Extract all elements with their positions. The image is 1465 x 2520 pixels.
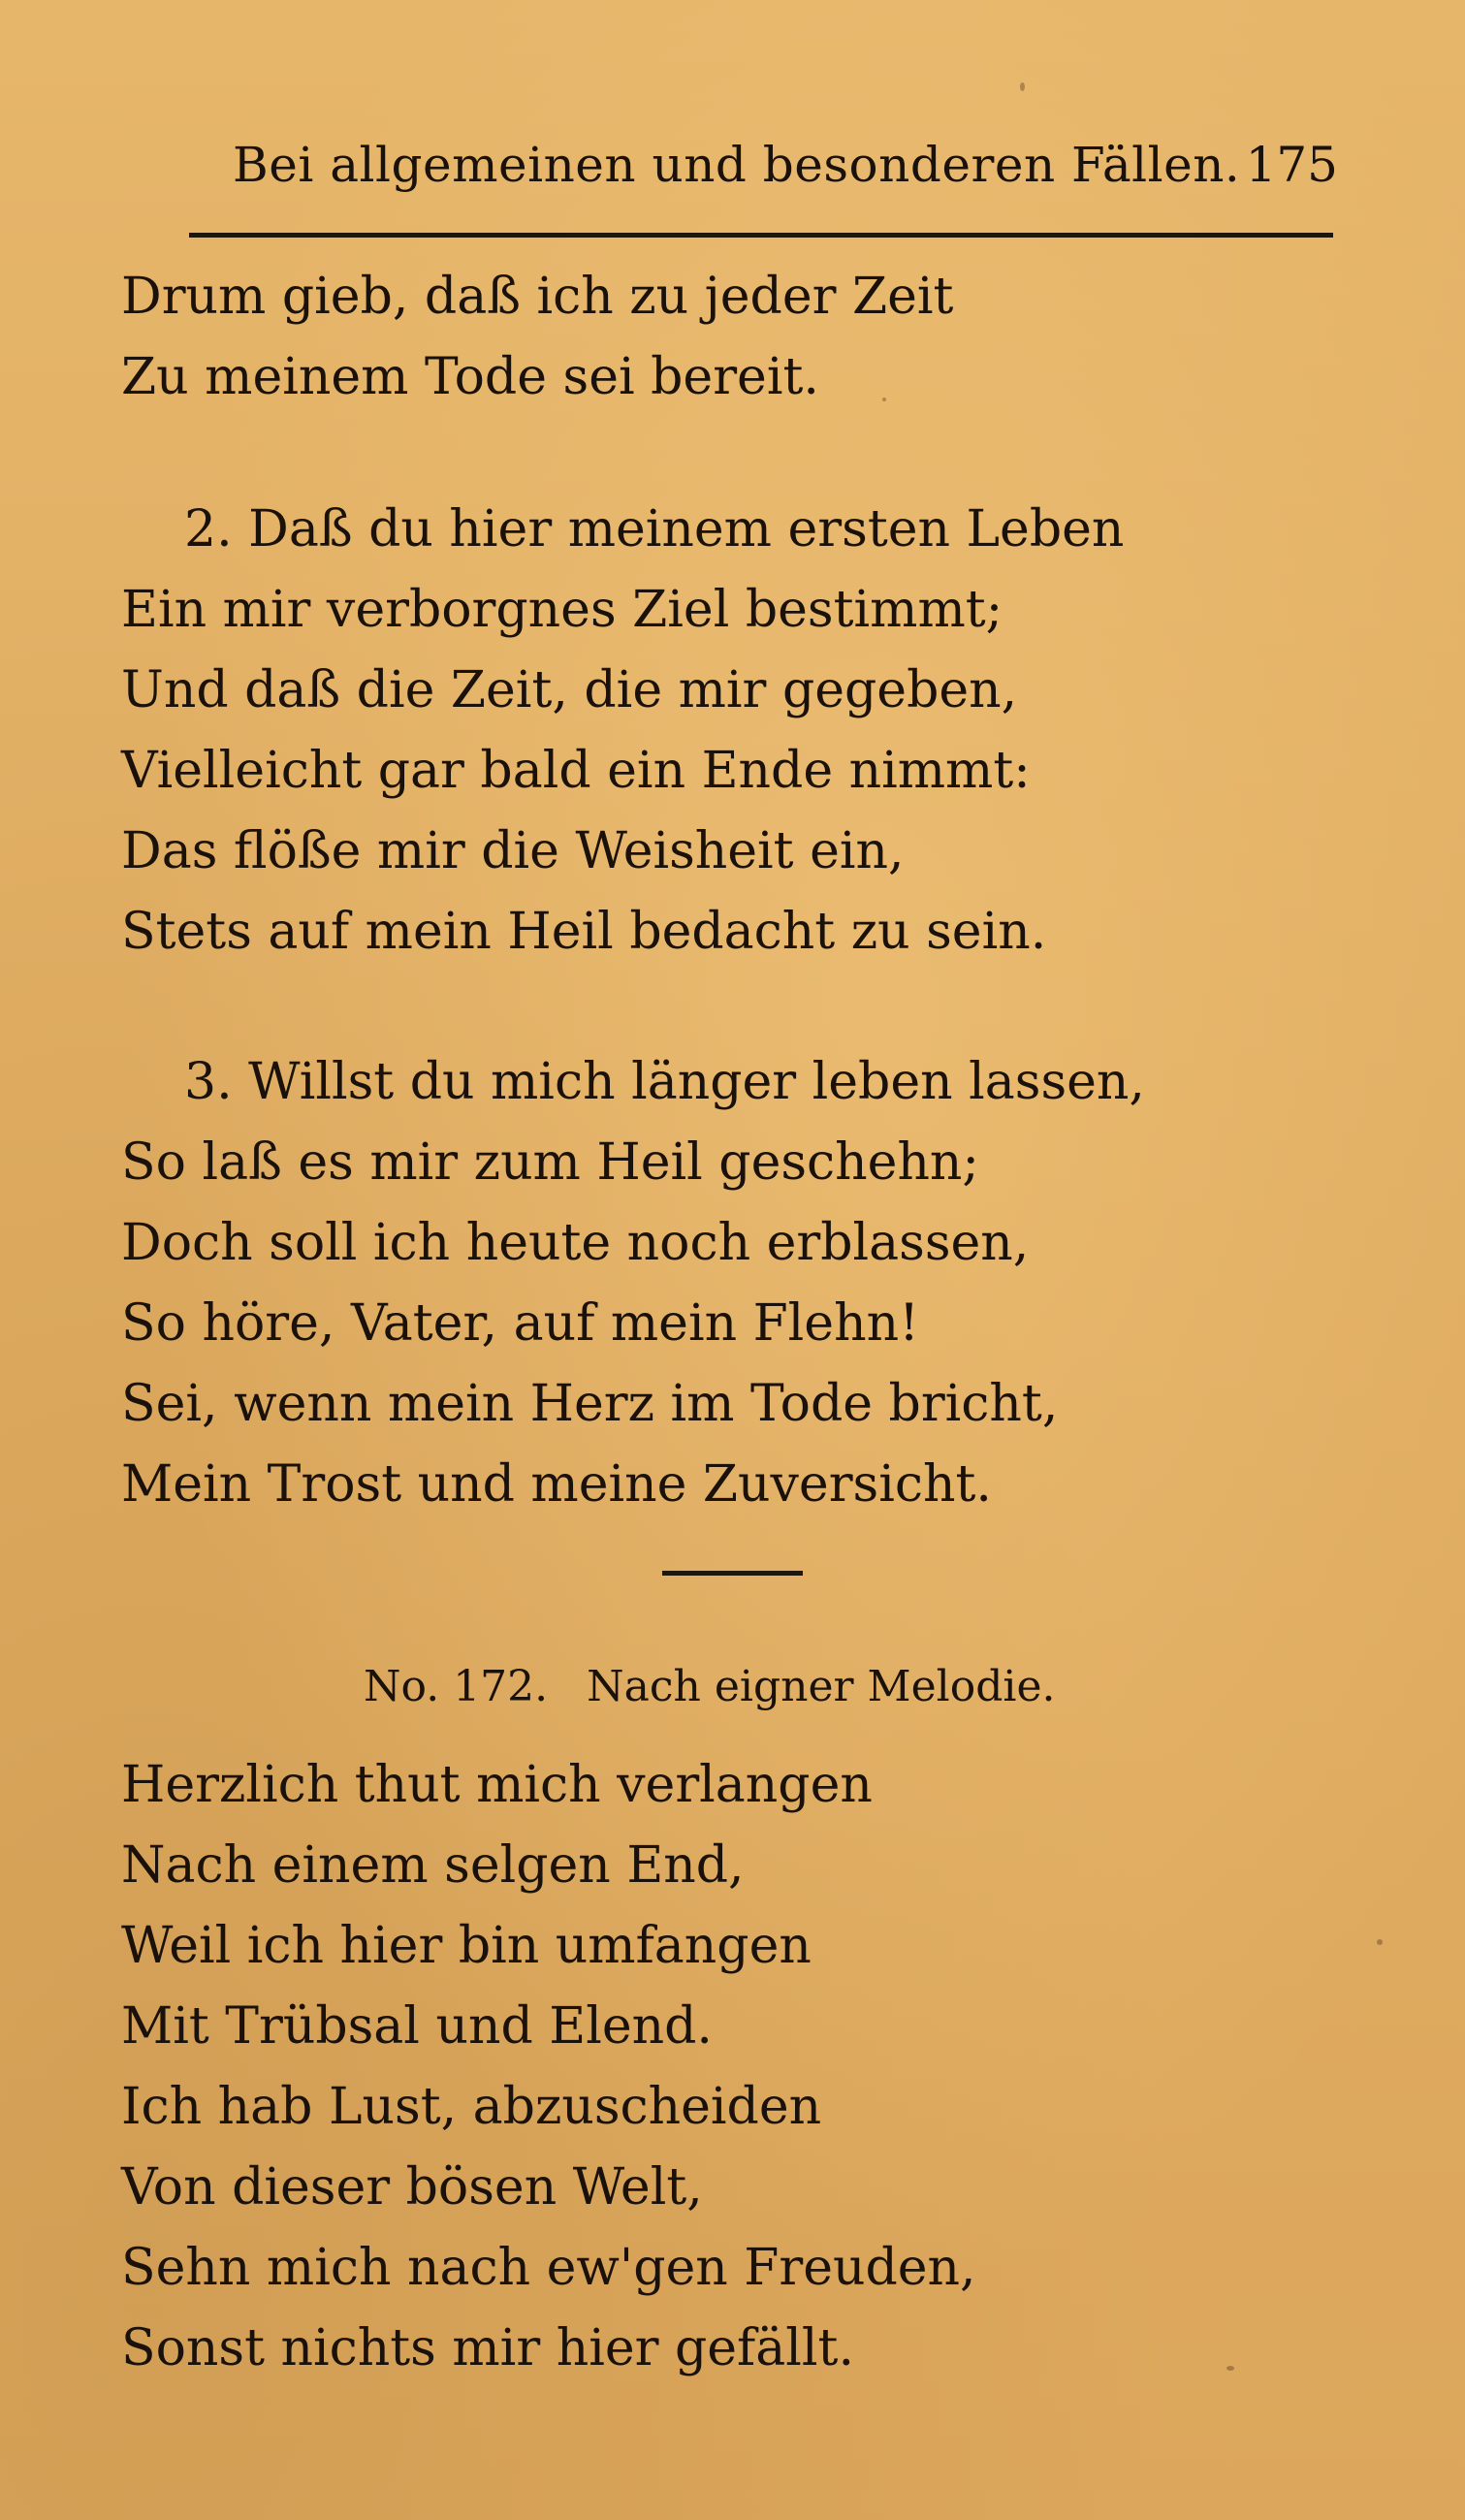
verse-line: Mit Trübsal und Elend. [121, 1997, 713, 2056]
song-172-stanza-1 [121, 1745, 1188, 2389]
verse-line: Von dieser bösen Welt, [121, 2158, 703, 2217]
page-header [233, 131, 1367, 199]
verse-line: Weil ich hier bin umfangen [121, 1917, 812, 1975]
verse-line: So höre, Vater, auf mein Flehn! [121, 1294, 919, 1353]
verse-line-text: Willst du mich länger leben lassen, [248, 1053, 1145, 1111]
header-rule [189, 233, 1333, 238]
page-number: 175 [1245, 137, 1338, 193]
melody-note: Nach eigner Melodie. [587, 1662, 1056, 1711]
paper-speck [1226, 2366, 1234, 2371]
verse-line: Sei, wenn mein Herz im Tode bricht, [121, 1375, 1059, 1433]
song-header [364, 1653, 1236, 1721]
verse-line-first [121, 1042, 1188, 1123]
verse-line: Ich hab Lust, abzuscheiden [121, 2078, 822, 2136]
verse-line: Mein Trost und meine Zuversicht. [121, 1455, 992, 1514]
verse-line: Vielleicht gar bald ein Ende nimmt: [121, 742, 1031, 800]
paper-speck [882, 398, 886, 401]
stanza-continuation [121, 257, 1188, 418]
stanza-number: 3. [184, 1053, 233, 1111]
stanza-number: 2. [184, 500, 233, 558]
verse-line: Stets auf mein Heil bedacht zu sein. [121, 903, 1047, 961]
verse-line: Das flöße mir die Weisheit ein, [121, 822, 905, 880]
paper-speck [1020, 82, 1025, 91]
verse-line: Doch soll ich heute noch erblassen, [121, 1214, 1030, 1272]
verse-line: So laß es mir zum Heil geschehn; [121, 1133, 979, 1192]
verse-line: Sehn mich nach ew'gen Freuden, [121, 2239, 976, 2297]
verse-line: Sonst nichts mir hier gefällt. [121, 2319, 854, 2377]
verse-line-text: Daß du hier meinem ersten Leben [248, 500, 1125, 558]
verse-line: Ein mir verborgnes Ziel bestimmt; [121, 581, 1003, 639]
verse-line: Herzlich thut mich verlangen [121, 1756, 873, 1814]
verse-line-first [121, 490, 1188, 570]
verse-line: Zu meinem Tode sei bereit. [121, 348, 819, 406]
verse-line: Drum gieb, daß ich zu jeder Zeit [121, 268, 954, 326]
paper-speck [1377, 1939, 1383, 1945]
verse-line: Nach einem selgen End, [121, 1836, 745, 1895]
stanza-3 [121, 1042, 1188, 1525]
verse-line: Und daß die Zeit, die mir gegeben, [121, 661, 1018, 719]
stanza-2 [121, 490, 1188, 973]
section-separator [662, 1571, 803, 1576]
song-number: No. 172. [364, 1662, 549, 1711]
running-head: Bei allgemeinen und besonderen Fällen. [233, 137, 1241, 193]
